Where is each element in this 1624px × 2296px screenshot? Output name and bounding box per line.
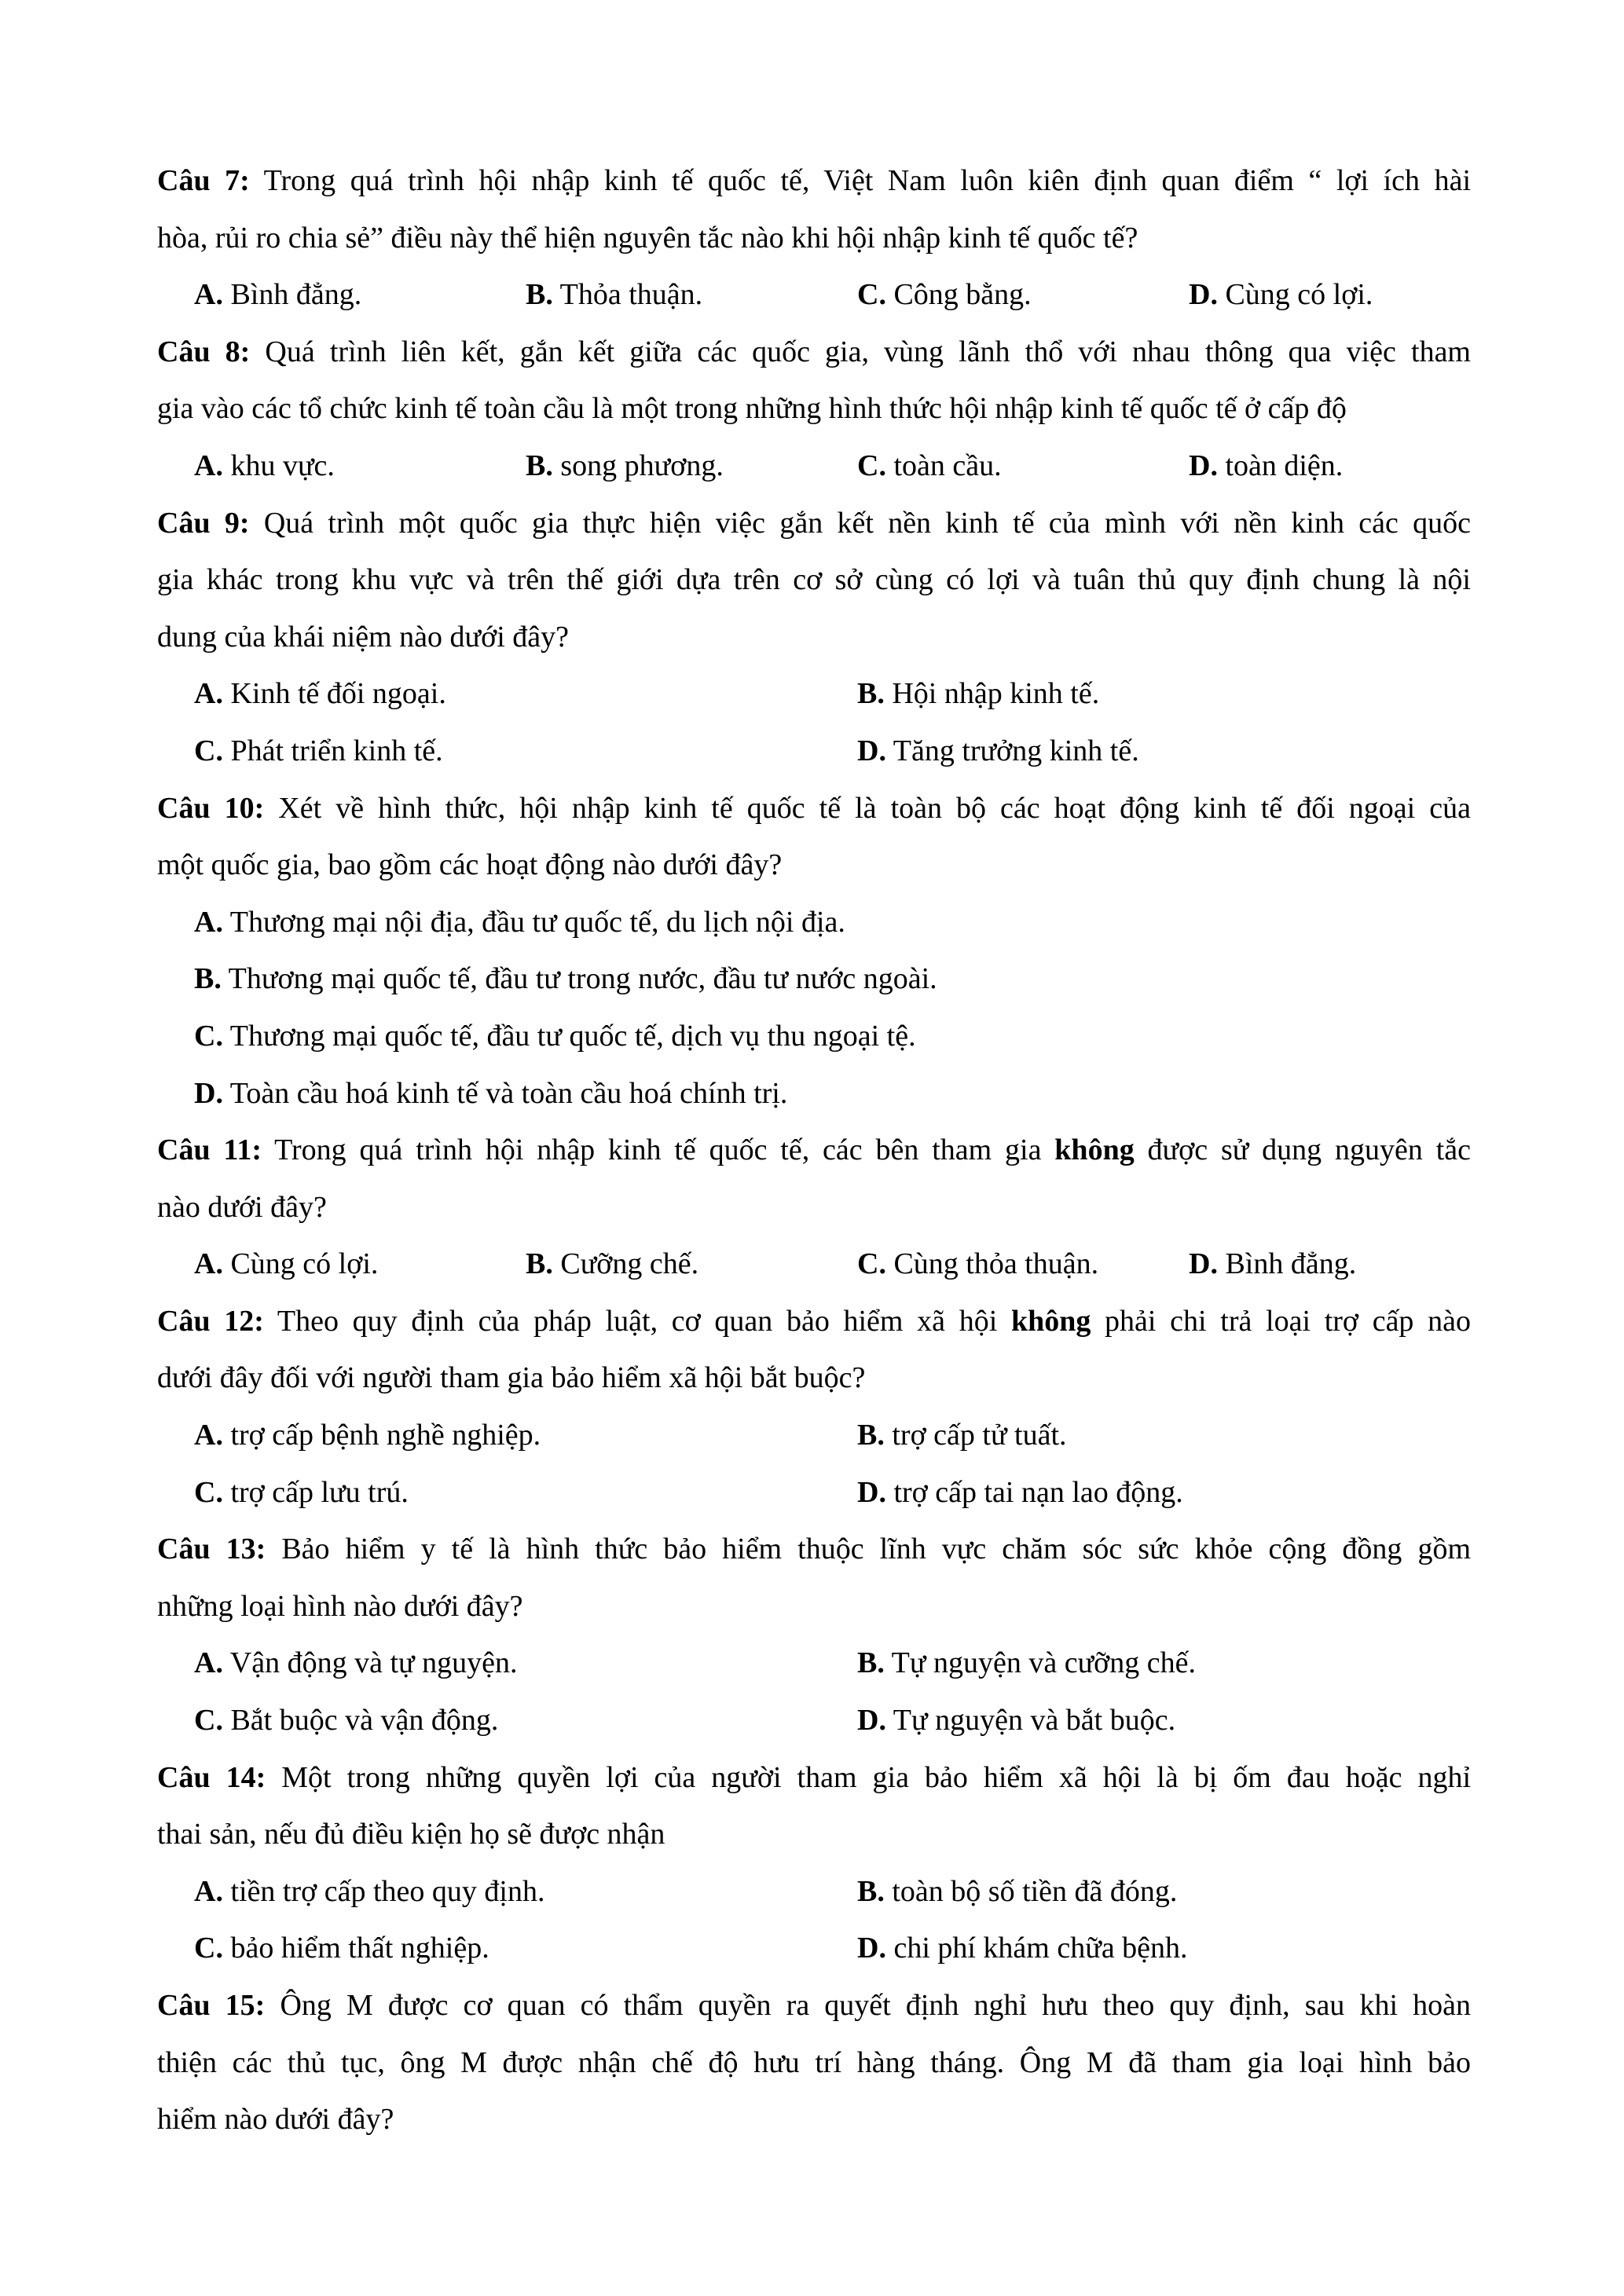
option-b[interactable]: B. song phương.: [526, 449, 724, 482]
question-text: Câu 15: Ông M được cơ quan có thẩm quyền ra quyết định nghỉ hưu theo quy định, sau khi hoàn: [157, 1989, 1471, 2022]
option-b[interactable]: B. trợ cấp tử tuất.: [857, 1419, 1067, 1452]
options-row: [157, 438, 1471, 495]
question-14: [157, 1749, 1471, 1977]
question-text: một quốc gia, bao gồm các hoạt động nào dưới đây?: [157, 848, 783, 882]
options-row: [157, 665, 1471, 723]
question-text: hiểm nào dưới đây?: [157, 2103, 394, 2137]
option-d[interactable]: D. Cùng có lợi.: [1189, 278, 1373, 312]
question-text: gia vào các tổ chức kinh tế toàn cầu là một trong những hình thức hội nhập kinh tế quốc tế ở cấp độ: [157, 392, 1347, 426]
question-text: Câu 14: Một trong những quyền lợi của người tham gia bảo hiểm xã hội là bị ốm đau hoặc nghỉ: [157, 1760, 1471, 1794]
question-label: Câu 13:: [157, 1532, 266, 1566]
question-label: Câu 12:: [157, 1304, 264, 1338]
question-12: [157, 1293, 1471, 1521]
question-label: Câu 8:: [157, 335, 251, 368]
question-text: những loại hình nào dưới đây?: [157, 1589, 523, 1623]
option-c[interactable]: C. Phát triển kinh tế.: [194, 734, 443, 767]
question-7: [157, 152, 1471, 324]
option-a[interactable]: A. Bình đẳng.: [194, 278, 362, 312]
option-b[interactable]: B. Thương mại quốc tế, đầu tư trong nước, đầu tư nước ngoài.: [194, 962, 937, 996]
option-a[interactable]: A. Kinh tế đối ngoại.: [194, 677, 446, 711]
question-text: hòa, rủi ro chia sẻ” điều này thể hiện nguyên tắc nào khi hội nhập kinh tế quốc tế?: [157, 221, 1138, 255]
options-row: [157, 1464, 1471, 1522]
option-a[interactable]: A. tiền trợ cấp theo quy định.: [194, 1874, 545, 1908]
question-text: dung của khái niệm nào dưới đây?: [157, 620, 569, 654]
option-b[interactable]: B. Cưỡng chế.: [526, 1247, 699, 1281]
emphasis-text: không: [1054, 1133, 1135, 1167]
options-row: [157, 950, 1471, 1008]
option-b[interactable]: B. toàn bộ số tiền đã đóng.: [857, 1874, 1178, 1908]
options-row: [157, 894, 1471, 951]
question-10: [157, 780, 1471, 1122]
option-d[interactable]: D. Toàn cầu hoá kinh tế và toàn cầu hoá chính trị.: [194, 1076, 788, 1110]
option-a[interactable]: A. Cùng có lợi.: [194, 1247, 379, 1281]
option-c[interactable]: C. toàn cầu.: [857, 449, 1002, 482]
option-d[interactable]: D. Tự nguyện và bắt buộc.: [857, 1704, 1176, 1738]
question-label: Câu 11:: [157, 1133, 262, 1167]
option-d[interactable]: D. Bình đẳng.: [1189, 1247, 1357, 1281]
option-b[interactable]: B. Tự nguyện và cưỡng chế.: [857, 1646, 1197, 1680]
question-text: gia khác trong khu vực và trên thế giới dựa trên cơ sở cùng có lợi và tuân thủ quy định chung là nội: [157, 563, 1471, 597]
question-text: thiện các thủ tục, ông M được nhận chế độ hưu trí hàng tháng. Ông M đã tham gia loại hình bảo: [157, 2045, 1471, 2079]
question-label: Câu 15:: [157, 1989, 266, 2022]
option-d[interactable]: D. Tăng trưởng kinh tế.: [857, 734, 1139, 767]
options-row: [157, 1407, 1471, 1464]
question-8: [157, 324, 1471, 495]
option-d[interactable]: D. toàn diện.: [1189, 449, 1344, 482]
options-row: [157, 1008, 1471, 1065]
option-c[interactable]: C. Thương mại quốc tế, đầu tư quốc tế, dịch vụ thu ngoại tệ.: [194, 1019, 916, 1053]
options-row: [157, 1863, 1471, 1921]
question-text: Câu 11: Trong quá trình hội nhập kinh tế quốc tế, các bên tham gia không được sử dụng nguyên tắc: [157, 1133, 1471, 1167]
option-a[interactable]: A. khu vực.: [194, 449, 335, 482]
option-d[interactable]: D. trợ cấp tai nạn lao động.: [857, 1475, 1183, 1509]
options-row: [157, 1692, 1471, 1749]
question-15: [157, 1977, 1471, 2148]
option-c[interactable]: C. Cùng thỏa thuận.: [857, 1247, 1099, 1281]
question-text: Câu 7: Trong quá trình hội nhập kinh tế quốc tế, Việt Nam luôn kiên định quan điểm “ lợi ích hài: [157, 164, 1471, 197]
option-c[interactable]: C. bảo hiểm thất nghiệp.: [194, 1932, 489, 1965]
question-13: [157, 1521, 1471, 1749]
question-11: [157, 1122, 1471, 1293]
question-label: Câu 10:: [157, 791, 265, 825]
question-text: thai sản, nếu đủ điều kiện họ sẽ được nhận: [157, 1818, 665, 1851]
options-row: [157, 1920, 1471, 1977]
question-text: Câu 8: Quá trình liên kết, gắn kết giữa các quốc gia, vùng lãnh thổ với nhau thông qua việc tham: [157, 335, 1471, 368]
emphasis-text: không: [1010, 1304, 1091, 1338]
options-row: [157, 723, 1471, 780]
option-c[interactable]: C. Công bằng.: [857, 278, 1032, 312]
option-b[interactable]: B. Hội nhập kinh tế.: [857, 677, 1100, 711]
question-text: Câu 9: Quá trình một quốc gia thực hiện việc gắn kết nền kinh tế của mình với nền kinh các quốc: [157, 506, 1472, 540]
question-text: Câu 10: Xét về hình thức, hội nhập kinh tế quốc tế là toàn bộ các hoạt động kinh tế đối ngoại của: [157, 791, 1471, 825]
options-row: [157, 1065, 1471, 1122]
question-text: Câu 13: Bảo hiểm y tế là hình thức bảo hiểm thuộc lĩnh vực chăm sóc sức khỏe cộng đồng gồm: [157, 1532, 1472, 1566]
options-row: [157, 1236, 1471, 1293]
question-label: Câu 14:: [157, 1760, 266, 1794]
option-a[interactable]: A. trợ cấp bệnh nghề nghiệp.: [194, 1419, 541, 1452]
question-text: dưới đây đối với người tham gia bảo hiểm xã hội bắt buộc?: [157, 1361, 866, 1395]
exam-page: [157, 152, 1471, 2148]
question-label: Câu 9:: [157, 506, 250, 540]
option-c[interactable]: C. trợ cấp lưu trú.: [194, 1475, 409, 1509]
option-a[interactable]: A. Vận động và tự nguyện.: [194, 1646, 518, 1680]
option-a[interactable]: A. Thương mại nội địa, đầu tư quốc tế, du lịch nội địa.: [194, 905, 845, 939]
question-9: [157, 495, 1471, 780]
question-text: Câu 12: Theo quy định của pháp luật, cơ quan bảo hiểm xã hội không phải chi trả loại trợ cấp nào: [157, 1304, 1471, 1338]
options-row: [157, 1635, 1471, 1692]
options-row: [157, 266, 1471, 324]
option-d[interactable]: D. chi phí khám chữa bệnh.: [857, 1932, 1188, 1965]
question-label: Câu 7:: [157, 164, 250, 197]
option-c[interactable]: C. Bắt buộc và vận động.: [194, 1704, 499, 1738]
question-text: nào dưới đây?: [157, 1190, 327, 1224]
option-b[interactable]: B. Thỏa thuận.: [526, 278, 703, 312]
